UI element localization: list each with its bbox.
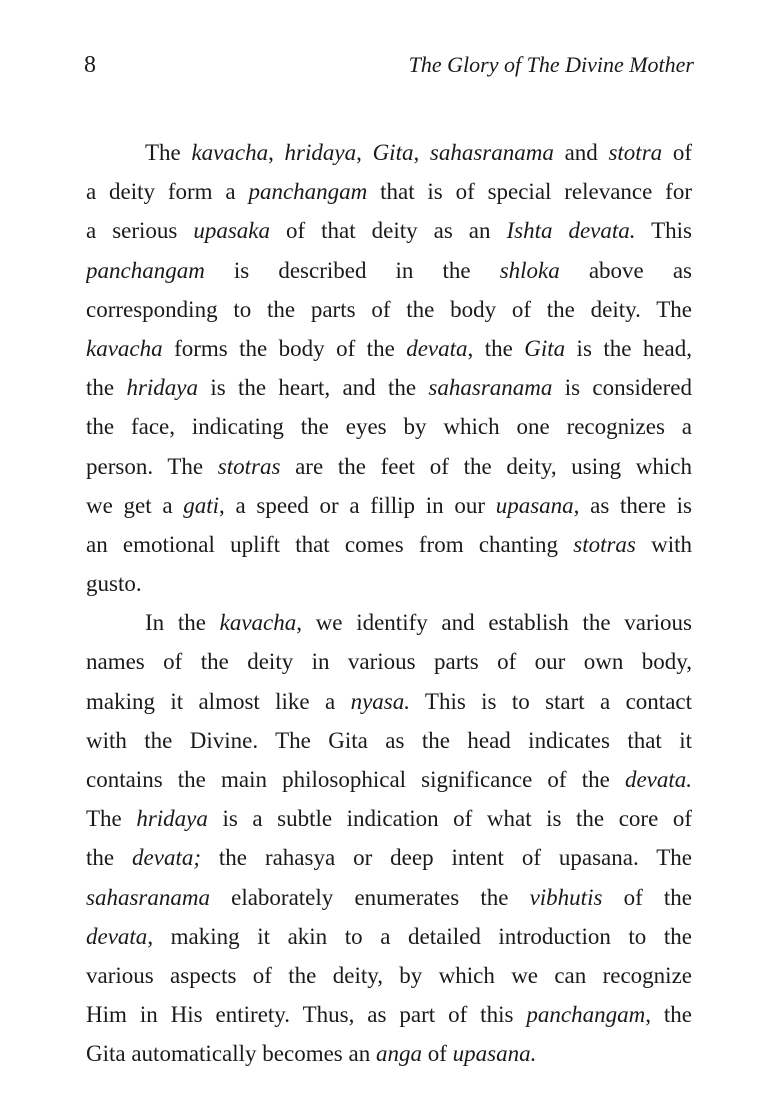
italic-term: upasana bbox=[495, 492, 574, 518]
text-line bbox=[86, 682, 692, 721]
italic-term: kavacha bbox=[219, 610, 297, 636]
text-span: is a subtle indication of what is the core of bbox=[207, 806, 692, 832]
italic-term: devata bbox=[406, 335, 468, 361]
italic-term: stotras bbox=[217, 453, 281, 479]
text-span: , bbox=[413, 140, 430, 165]
italic-term: kavacha bbox=[191, 140, 269, 165]
text-span: are the feet of the deity, using which bbox=[280, 453, 692, 479]
text-span: that is of special relevance for bbox=[367, 179, 692, 205]
text-span: Him in His entirety. Thus, as part of this bbox=[86, 1002, 527, 1028]
text-span: various aspects of the deity, by which we can recognize bbox=[86, 962, 692, 988]
text-span: The bbox=[145, 140, 192, 165]
text-line bbox=[86, 329, 692, 368]
text-span: of that deity as an bbox=[270, 218, 507, 244]
text-span: the bbox=[86, 845, 133, 871]
text-span: , bbox=[268, 140, 285, 165]
text-line bbox=[86, 838, 692, 877]
italic-term: sahasranama bbox=[429, 140, 554, 165]
text-span: corresponding to the parts of the body of the deity. The bbox=[86, 296, 692, 322]
italic-term: hridaya bbox=[126, 375, 198, 401]
paragraph bbox=[86, 603, 692, 1073]
text-line bbox=[86, 564, 692, 603]
text-line bbox=[86, 368, 692, 407]
text-line bbox=[86, 603, 692, 642]
italic-term: stotras bbox=[573, 531, 636, 557]
text-line bbox=[86, 995, 692, 1034]
text-span: with the Divine. The Gita as the head indicates that it bbox=[86, 727, 692, 753]
text-line bbox=[86, 407, 692, 446]
text-span: we get a bbox=[86, 492, 184, 518]
text-line bbox=[86, 525, 692, 564]
italic-term: devata bbox=[86, 923, 148, 949]
italic-term: devata; bbox=[132, 845, 201, 871]
italic-term: Ishta devata. bbox=[506, 218, 636, 244]
italic-term: stotra bbox=[608, 140, 663, 165]
text-line bbox=[86, 172, 692, 211]
italic-term: hridaya bbox=[284, 140, 357, 165]
text-line bbox=[86, 251, 692, 290]
italic-term: Gita bbox=[524, 335, 566, 361]
italic-term: panchangam bbox=[86, 257, 205, 283]
text-span: , making it akin to a detailed introduction to the bbox=[147, 923, 692, 949]
text-span: above as bbox=[559, 257, 692, 283]
text-span: This is to start a contact bbox=[409, 688, 692, 714]
italic-term: hridaya bbox=[136, 806, 208, 832]
text-line bbox=[86, 290, 692, 329]
text-line bbox=[86, 211, 692, 250]
text-line bbox=[86, 642, 692, 681]
text-line bbox=[86, 1034, 692, 1073]
text-line bbox=[86, 447, 692, 486]
paragraph bbox=[86, 133, 692, 603]
text-span: gusto. bbox=[86, 571, 142, 597]
text-span: a deity form a bbox=[86, 179, 249, 205]
text-span: and bbox=[553, 140, 609, 165]
text-line bbox=[86, 486, 692, 525]
text-span: , as there is bbox=[573, 492, 692, 518]
text-span: is described in the bbox=[204, 257, 500, 283]
italic-term: shloka bbox=[499, 257, 560, 283]
text-span: The bbox=[86, 806, 137, 832]
text-span: This bbox=[635, 218, 692, 244]
italic-term: nyasa. bbox=[350, 688, 410, 714]
text-line bbox=[86, 799, 692, 838]
text-line bbox=[86, 917, 692, 956]
text-span: of the bbox=[602, 884, 692, 910]
italic-term: upasana. bbox=[452, 1041, 537, 1067]
italic-term: anga bbox=[375, 1041, 422, 1067]
text-span: Gita automatically becomes an bbox=[86, 1041, 376, 1067]
italic-term: Gita bbox=[372, 140, 414, 165]
text-line bbox=[86, 721, 692, 760]
text-span: contains the main philosophical significance of the bbox=[86, 767, 625, 792]
text-span: is considered bbox=[552, 375, 692, 401]
text-span: the face, indicating the eyes by which one recognizes a bbox=[86, 414, 692, 440]
text-span: the bbox=[86, 375, 127, 401]
text-span: elaborately enumerates the bbox=[209, 884, 530, 910]
body-text bbox=[86, 133, 692, 1074]
text-span: names of the deity in various parts of our own body, bbox=[86, 649, 692, 675]
text-line bbox=[86, 133, 692, 172]
text-span: a serious bbox=[86, 218, 194, 244]
italic-term: upasaka bbox=[193, 218, 271, 244]
text-span: is the head, bbox=[565, 335, 692, 361]
italic-term: gati bbox=[183, 492, 220, 518]
text-line bbox=[86, 956, 692, 995]
text-span: an emotional uplift that comes from chanting bbox=[86, 531, 574, 557]
text-span: forms the body of the bbox=[162, 335, 407, 361]
italic-term: panchangam bbox=[248, 179, 368, 205]
page-header bbox=[84, 52, 694, 86]
text-span: , the bbox=[645, 1002, 692, 1028]
text-span: is the heart, and the bbox=[198, 375, 429, 401]
text-line bbox=[86, 878, 692, 917]
running-title: The Glory of The Divine Mother bbox=[408, 52, 694, 77]
text-span: the rahasya or deep intent of upasana. The bbox=[201, 845, 692, 871]
text-span: making it almost like a bbox=[86, 688, 351, 714]
text-span: of bbox=[662, 140, 692, 165]
text-span: , we identify and establish the various bbox=[296, 610, 692, 636]
text-span: of bbox=[421, 1041, 453, 1067]
page-number: 8 bbox=[84, 52, 96, 78]
text-span: , the bbox=[467, 335, 525, 361]
italic-term: sahasranama bbox=[86, 884, 210, 910]
italic-term: sahasranama bbox=[428, 375, 553, 401]
italic-term: panchangam bbox=[526, 1002, 646, 1028]
text-line bbox=[86, 760, 692, 799]
text-span: , bbox=[356, 140, 373, 165]
text-span: person. The bbox=[86, 453, 218, 479]
text-span: In the bbox=[145, 610, 220, 636]
italic-term: kavacha bbox=[86, 335, 163, 361]
text-span: with bbox=[635, 531, 692, 557]
text-span: , a speed or a fillip in our bbox=[219, 492, 496, 518]
italic-term: devata. bbox=[624, 767, 692, 792]
italic-term: vibhutis bbox=[529, 884, 603, 910]
